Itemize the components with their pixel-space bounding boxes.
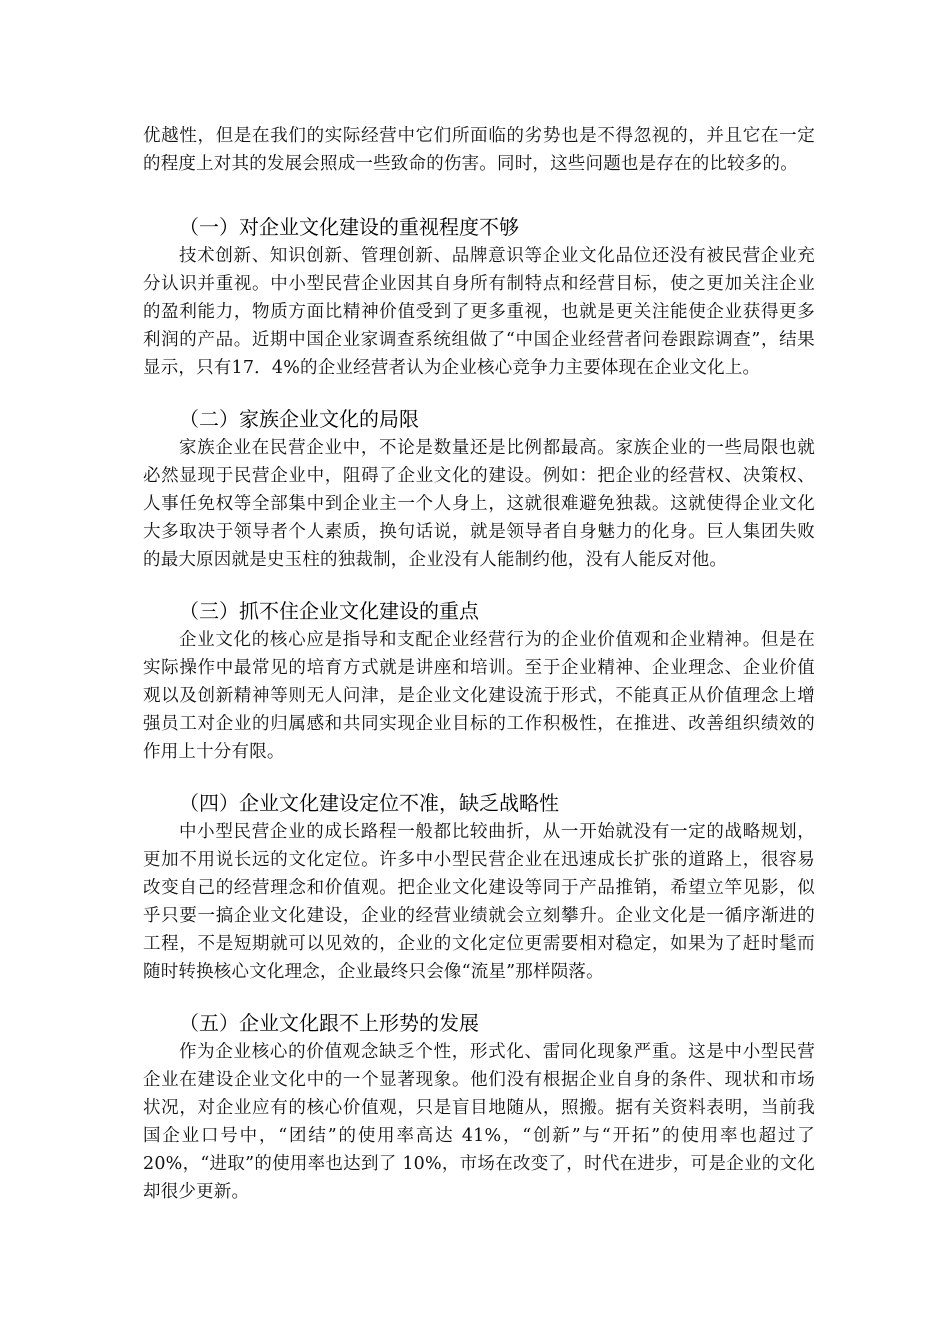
section-heading: （三）抓不住企业文化建设的重点 [179,599,479,623]
section-5 [143,1008,815,1206]
section-body: 家族企业在民营企业中，不论是数量还是比例都最高。家族企业的一些局限也就必然显现于民营企业中，阻碍了企业文化的建设。例如：把企业的经营权、决策权、人事任免权等全部集中到企业主一个人身上，这就很难避免独裁。这就使得企业文化大多取决于领导者个人素质，换句话说，就是领导者自身魅力的化身。巨人集团失败的最大原因就是史玉柱的独裁制，企业没有人能制约他，没有人能反对他。 [143,438,815,570]
section-body: 企业文化的核心应是指导和支配企业经营行为的企业价值观和企业精神。但是在实际操作中最常见的培育方式就是讲座和培训。至于企业精神、企业理念、企业价值观以及创新精神等则无人问津，是企业文化建设流于形式，不能真正从价值理念上增强员工对企业的归属感和共同实现企业目标的工作积极性，在推进、改善组织绩效的作用上十分有限。 [143,630,815,762]
section-heading: （五）企业文化跟不上形势的发展 [179,1011,479,1035]
section-body: 作为企业核心的价值观念缺乏个性，形式化、雷同化现象严重。这是中小型民营企业在建设企业文化中的一个显著现象。他们没有根据企业自身的条件、现状和市场状况，对企业应有的核心价值观，只是盲目地随从，照搬。据有关资料表明，当前我国企业口号中，“团结”的使用率高达 41%，“创新”与“开拓”的使用率也超过了 20%，“进取”的使用率也达到了 10%，市场在改变了，时代在进步，可是企业的文化却很少更新。 [143,1042,815,1202]
section-4 [143,788,815,986]
section-heading: （二）家族企业文化的局限 [179,407,419,431]
document-content [143,122,815,1206]
section-2 [143,404,815,574]
section-heading: （四）企业文化建设定位不准，缺乏战略性 [179,791,559,815]
section-3 [143,596,815,766]
section-body: 技术创新、知识创新、管理创新、品牌意识等企业文化品位还没有被民营企业充分认识并重视。中小型民营企业因其自身所有制特点和经营目标，使之更加关注企业的盈利能力，物质方面比精神价值受到了更多重视，也就是更关注能使企业获得更多利润的产品。近期中国企业家调查系统组做了“中国企业经营者问卷跟踪调查”，结果显示，只有17．4%的企业经营者认为企业核心竞争力主要体现在企业文化上。 [143,246,815,378]
section-heading: （一）对企业文化建设的重视程度不够 [179,215,519,239]
section-1 [143,212,815,382]
intro-paragraph: 优越性，但是在我们的实际经营中它们所面临的劣势也是不得忽视的，并且它在一定的程度上对其的发展会照成一些致命的伤害。同时，这些问题也是存在的比较多的。 [143,126,815,174]
section-body: 中小型民营企业的成长路程一般都比较曲折，从一开始就没有一定的战略规划，更加不用说长远的文化定位。许多中小型民营企业在迅速成长扩张的道路上，很容易改变自己的经营理念和价值观。把企业文化建设等同于产品推销，希望立竿见影，似乎只要一搞企业文化建设，企业的经营业绩就会立刻攀升。企业文化是一循序渐进的工程，不是短期就可以见效的，企业的文化定位更需要相对稳定，如果为了赶时髦而随时转换核心文化理念，企业最终只会像“流星”那样陨落。 [143,822,815,982]
